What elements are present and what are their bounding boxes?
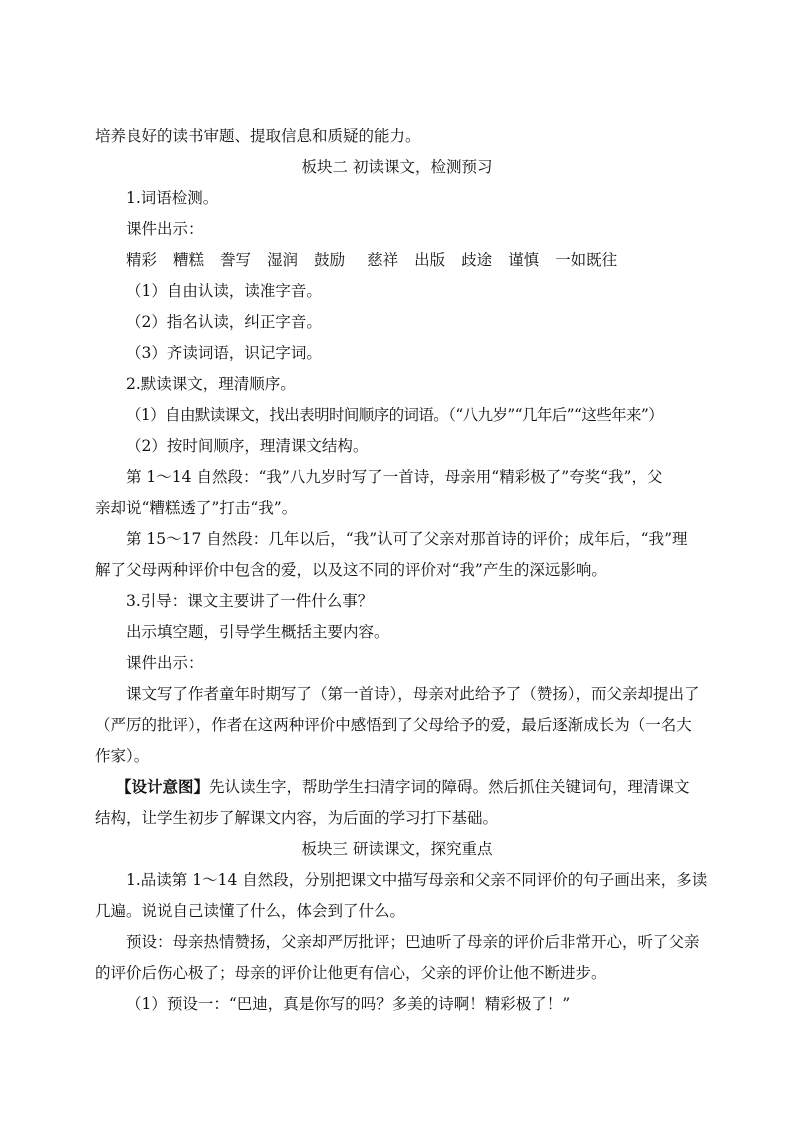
- text-line: 几遍。说说自己读懂了什么，体会到了什么。: [95, 902, 406, 920]
- vocab-word: 誊写: [220, 251, 252, 269]
- text-line: （2）按时间顺序，理清课文结构。: [126, 437, 369, 455]
- vocab-word: 鼓励: [314, 251, 346, 269]
- text-line: 作家）。: [95, 747, 150, 765]
- text-line: 出示填空题，引导学生概括主要内容。: [126, 623, 390, 641]
- section-heading: 板块三 研读课文，探究重点: [301, 840, 493, 858]
- text-line: （1）自由认读，读准字音。: [126, 282, 322, 300]
- text-line: 培养良好的读书审题、提取信息和质疑的能力。: [95, 127, 421, 145]
- text-line: 预设：母亲热情赞扬，父亲却严厉批评；巴迪听了母亲的评价后非常开心，听了父亲: [126, 933, 700, 951]
- section-heading: 板块二 初读课文，检测预习: [301, 158, 493, 176]
- text-line: 解了父母两种评价中包含的爱，以及这不同的评价对“我”产生的深远影响。: [95, 561, 607, 579]
- vocab-word: 精彩: [126, 251, 158, 269]
- text-line: 先认读生字，帮助学生扫清字词的障碍。然后抓住关键词句，理清课文: [209, 778, 690, 796]
- text-line: 课件出示：: [126, 220, 204, 238]
- text-line: 亲却说“糟糕透了”打击“我”。: [95, 499, 298, 517]
- text-line: （严厉的批评），作者在这两种评价中感悟到了父母给予的爱，最后逐渐成长为（一名大: [95, 716, 692, 734]
- text-line: 1.品读第 1～14 自然段，分别把课文中描写母亲和父亲不同评价的句子画出来，多读: [126, 871, 708, 889]
- vocab-word: 一如既往: [555, 251, 618, 269]
- text-line: 第 15～17 自然段：几年以后，“我”认可了父亲对那首诗的评价；成年后，“我”理: [126, 530, 688, 548]
- vocab-list: [126, 250, 617, 270]
- design-intent-label: 【设计意图】: [116, 777, 210, 796]
- vocab-word: 出版: [414, 251, 446, 269]
- text-line: 1.词语检测。: [126, 189, 219, 207]
- vocab-word: 湿润: [267, 251, 299, 269]
- text-line: 的评价后伤心极了；母亲的评价让他更有信心，父亲的评价让他不断进步。: [95, 964, 607, 982]
- text-line: 课文写了作者童年时期写了（第一首诗），母亲对此给予了（赞扬），而父亲却提出了: [126, 685, 700, 703]
- text-line: （1）自由默读课文，找出表明时间顺序的词语。（“八九岁”“几年后”“这些年来”）: [126, 406, 664, 424]
- vocab-word: 慈祥: [367, 251, 399, 269]
- design-intent-line: [116, 777, 690, 797]
- text-line: （2）指名认读，纠正字音。: [126, 313, 322, 331]
- text-line: 课件出示：: [126, 654, 204, 672]
- vocab-word: 糟糕: [173, 251, 205, 269]
- vocab-word: 谨慎: [508, 251, 540, 269]
- text-line: 结构，让学生初步了解课文内容，为后面的学习打下基础。: [95, 809, 499, 827]
- vocab-word: 歧途: [461, 251, 493, 269]
- text-line: 第 1～14 自然段：“我”八九岁时写了一首诗，母亲用“精彩极了”夸奖“我”，父: [126, 468, 663, 486]
- text-line: 3.引导：课文主要讲了一件什么事？: [126, 592, 374, 610]
- text-line: 2.默读课文，理清顺序。: [126, 375, 296, 393]
- text-line: （1）预设一：“巴迪，真是你写的吗？多美的诗啊！精彩极了！”: [126, 995, 571, 1013]
- text-line: （3）齐读词语，识记字词。: [126, 344, 322, 362]
